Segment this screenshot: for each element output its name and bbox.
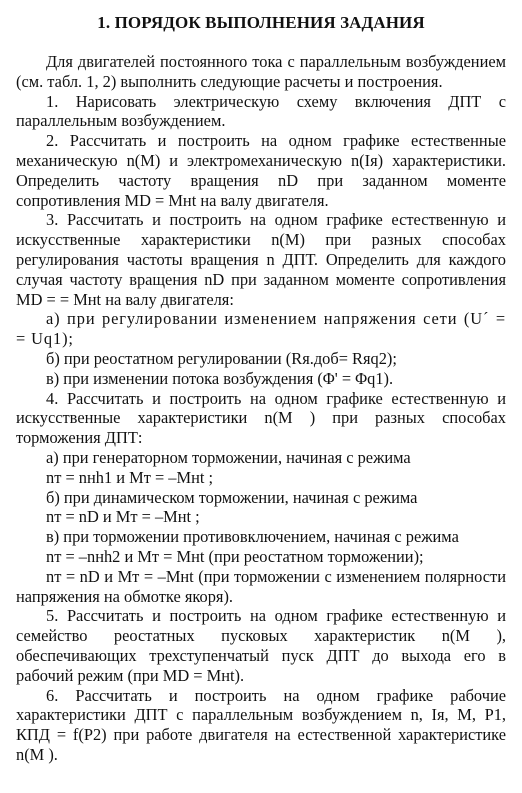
- task-item-4: 4. Рассчитать и построить на одном графике естественную и искусственные характеристики n(M ) при разных способах торможения ДПТ:: [16, 388, 506, 448]
- task-item-4c-formula-1: nт = –nнh2 и Mт = Mнt (при реостатном торможении);: [46, 546, 424, 566]
- task-item-2: 2. Рассчитать и построить на одном графике естественные механическую n(M) и электромеханическую n(Iя) характеристики. Определить частоту вращения nD при заданном моменте сопротивления MD = Mнt на валу двигателя.: [16, 131, 506, 210]
- task-item-4a: а) при генераторном торможении, начиная с режима: [46, 447, 411, 467]
- task-item-3a: а) при регулировании изменением напряжения сети (U´ = = Uq1);: [16, 309, 506, 349]
- task-item-4b: б) при динамическом торможении, начиная с режима: [46, 487, 418, 507]
- task-item-4a-formula: nт = nнh1 и Mт = –Mнt ;: [46, 467, 214, 487]
- document-body: [16, 52, 506, 765]
- task-item-1: 1. Нарисовать электрическую схему включения ДПТ с параллельным возбуждением.: [16, 91, 506, 131]
- section-title: 1. ПОРЯДОК ВЫПОЛНЕНИЯ ЗАДАНИЯ: [97, 13, 425, 32]
- task-item-4c: в) при торможении противовключением, начиная с режима: [46, 527, 459, 547]
- task-item-3c: в) при изменении потока возбуждения (Φ' = Φq1).: [46, 368, 394, 388]
- task-item-5: 5. Рассчитать и построить на одном графике естественную и семейство реостатных пусковых характеристик n(M ), обеспечивающих трехступенчатый пуск ДПТ до выхода его в рабочий режим (при MD = Mнt).: [16, 606, 506, 685]
- task-item-4c-formula-2: nт = nD и Mт = –Mнt (при торможении с изменением полярности напряжения на обмотке якоря).: [16, 566, 506, 606]
- intro-paragraph: Для двигателей постоянного тока с параллельным возбуждением (см. табл. 1, 2) выполнить следующие расчеты и построения.: [16, 52, 506, 91]
- task-item-6: 6. Рассчитать и построить на одном графике рабочие характеристики ДПТ с параллельным возбуждением n, Iя, M, P1, КПД = f(P2) при работе двигателя на естественной характеристике n(M ).: [16, 685, 506, 764]
- task-item-3: 3. Рассчитать и построить на одном графике естественную и искусственные характеристики n(M) при разных способах регулирования частоты вращения n ДПТ. Определить для каждого случая частоту вращения nD при заданном моменте сопротивления MD = = Mнt на валу двигателя:: [16, 210, 506, 309]
- task-item-3b: б) при реостатном регулировании (Rя.доб= Rяq2);: [46, 348, 397, 368]
- task-item-4b-formula: nт = nD и Mт = –Mнt ;: [46, 507, 200, 527]
